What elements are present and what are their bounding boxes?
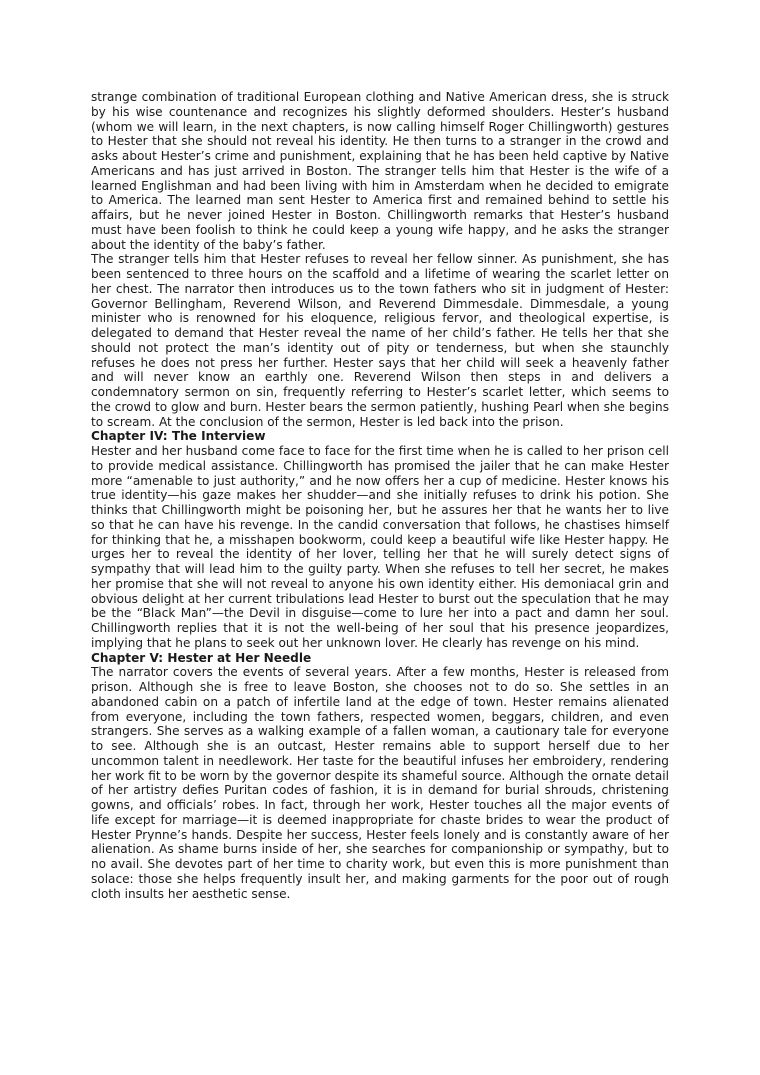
chapter-5-text: The narrator covers the events of several years. After a few months, Hester is released from prison. Although she is free to leave Boston, she chooses not to do so. She settles in an abandoned cabin on a patch of infertile land at the edge of town. Hester remains alienated from everyone, including the town fathers, respected women, beggars, children, and even strangers. She serves as a walking example of a fallen woman, a cautionary tale for everyone to see. Although she is an outcast, Hester remains able to support herself due to her uncommon talent in needlework. Her taste for the beautiful infuses her embroidery, rendering her work fit to be worn by the governor despite its shameful source. Although the ornate detail of her artistry defies Puritan codes of fashion, it is in demand for burial shrouds, christening gowns, and officials’ robes. In fact, through her work, Hester touches all the major events of life except for marriage—it is deemed inappropriate for chaste brides to wear the product of Hester Prynne’s hands. Despite her success, Hester feels lonely and is constantly aware of her alienation. As shame burns inside of her, she searches for companionship or sympathy, but to no avail. She devotes part of her time to charity work, but even this is more punishment than solace: those she helps frequently insult her, and making garments for the poor out of rough cloth insults her aesthetic sense. — [91, 665, 669, 901]
paragraph-hester-husband-arrives: strange combination of traditional European clothing and Native American dress, she is struck by his wise countenance and recognizes his slightly deformed shoulders. Hester’s husband (whom we will learn, in the next chapters, is now calling himself Roger Chillingworth) gestures to Hester that she should not reveal his identity. He then turns to a stranger in the crowd and asks about Hester’s crime and punishment, explaining that he has been held captive by Native Americans and has just arrived in Boston. The stranger tells him that Hester is the wife of a learned Englishman and had been living with him in Amsterdam when he decided to emigrate to America. The learned man sent Hester to America first and remained behind to settle his affairs, but he never joined Hester in Boston. Chillingworth remarks that Hester’s husband must have been foolish to think he could keep a young wife happy, and he asks the stranger about the identity of the baby’s father. — [91, 90, 669, 252]
paragraph-stranger-explains: The stranger tells him that Hester refuses to reveal her fellow sinner. As punishment, she has been sentenced to three hours on the scaffold and a lifetime of wearing the scarlet letter on her chest. The narrator then introduces us to the town fathers who sit in judgment of Hester: Governor Bellingham, Reverend Wilson, and Reverend Dimmesdale. Dimmesdale, a young minister who is renowned for his eloquence, religious fervor, and theological expertise, is delegated to demand that Hester reveal the name of her child’s father. He tells her that she should not protect the man’s identity out of pity or tenderness, but when she staunchly refuses he does not press her further. Hester says that her child will seek a heavenly father and will never know an earthly one. Reverend Wilson then steps in and delivers a condemnatory sermon on sin, frequently referring to Hester’s scarlet letter, which seems to the crowd to glow and burn. Hester bears the sermon patiently, hushing Pearl when she begins to scream. At the conclusion of the sermon, Hester is led back into the prison. — [91, 252, 669, 429]
document-page — [91, 90, 669, 901]
chapter-4-heading: Chapter IV: The Interview — [91, 429, 266, 444]
chapter-5-heading: Chapter V: Hester at Her Needle — [91, 650, 312, 665]
chapter-4-text: Hester and her husband come face to face for the first time when he is called to her prison cell to provide medical assistance. Chillingworth has promised the jailer that he can make Hester more “amenable to just authority,” and he now offers her a cup of medicine. Hester knows his true identity—his gaze makes her shudder—and she initially refuses to drink his potion. She thinks that Chillingworth might be poisoning her, but he assures her that he wants her to live so that he can have his revenge. In the candid conversation that follows, he chastises himself for thinking that he, a misshapen bookworm, could keep a beautiful wife like Hester happy. He urges her to reveal the identity of her lover, telling her that he will surely detect signs of sympathy that will lead him to the guilty party. When she refuses to tell her secret, he makes her promise that she will not reveal to anyone his own identity either. His demoniacal grin and obvious delight at her current tribulations lead Hester to burst out the speculation that he may be the “Black Man”—the Devil in disguise—come to lure her into a pact and damn her soul. Chillingworth replies that it is not the well-being of her soul that his presence jeopardizes, implying that he plans to seek out her unknown lover. He clearly has revenge on his mind. — [91, 444, 669, 650]
